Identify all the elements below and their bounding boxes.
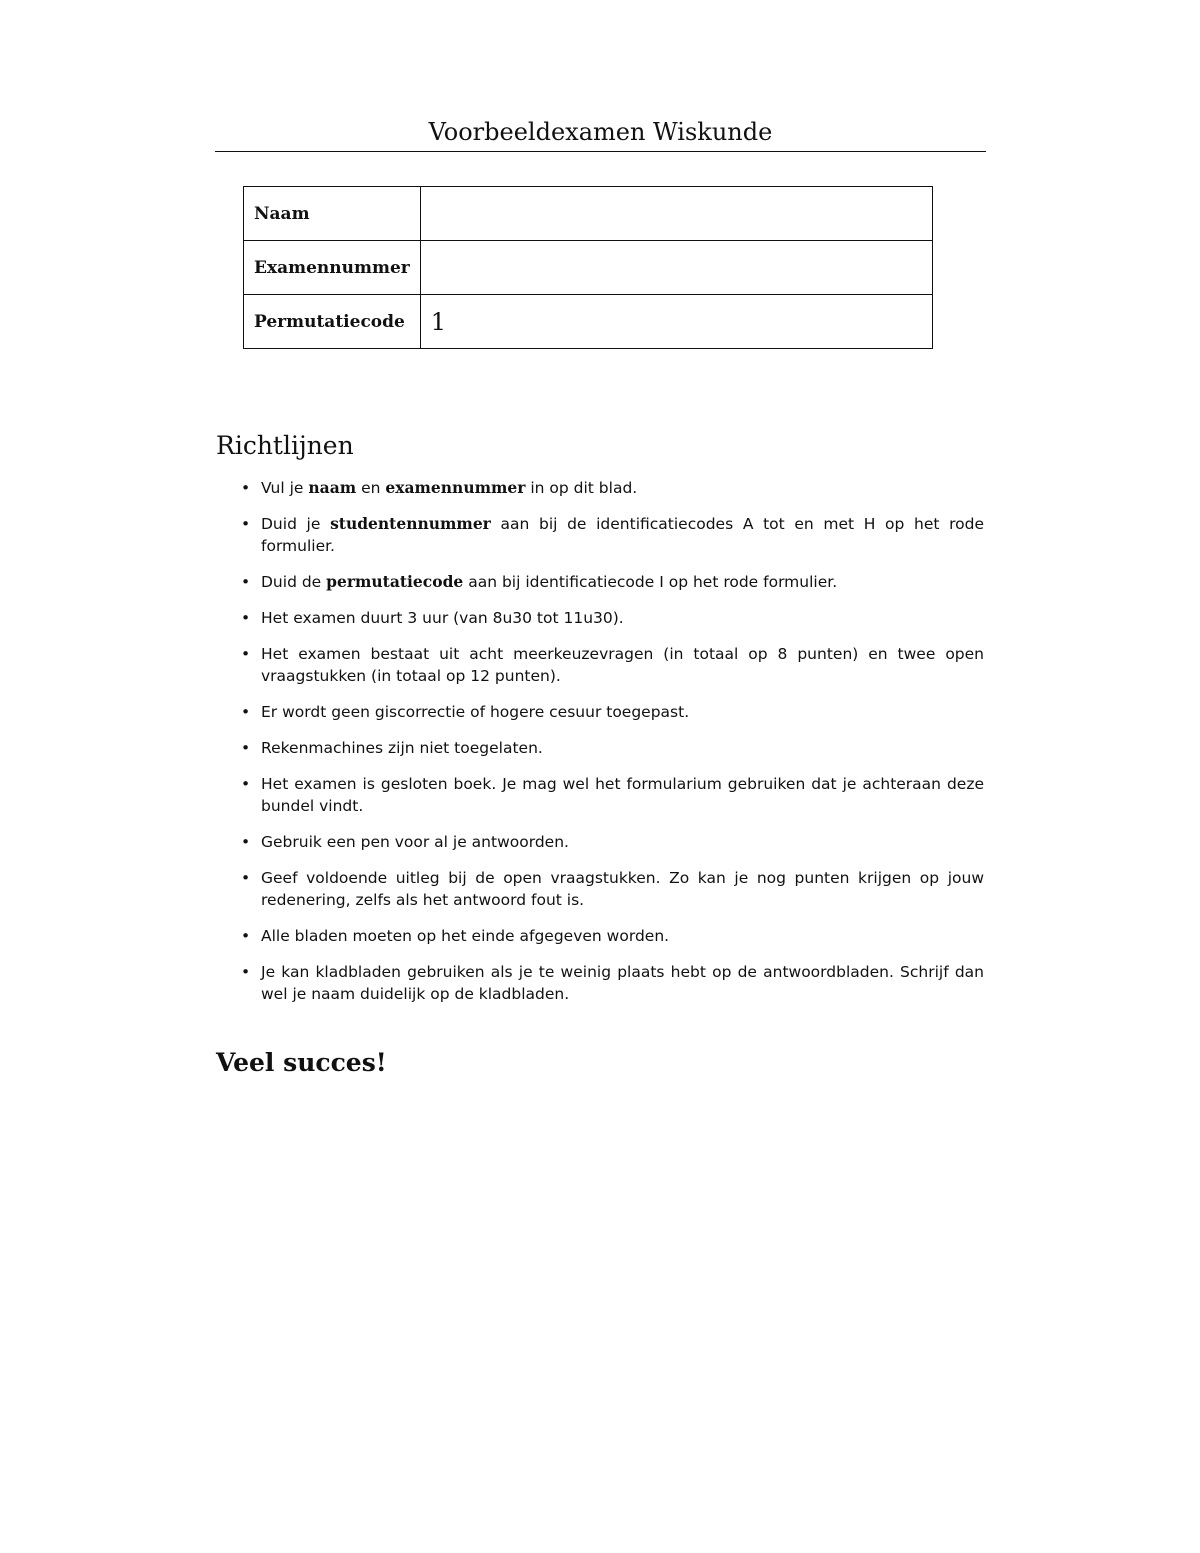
table-row-examennummer [244,241,933,295]
rule-text: aan bij identificatiecode I op het rode formulier. [463,573,838,591]
label-permutatiecode: Permutatiecode [244,295,421,349]
bullet-icon: • [241,515,251,533]
label-naam: Naam [244,187,421,241]
bullet-icon: • [241,869,251,887]
rule-text: Je kan kladbladen gebruiken als je te weinig plaats hebt op de antwoordbladen. Schrijf dan wel je naam duidelijk op de kladbladen. [261,963,984,1003]
naam-field[interactable] [420,187,932,241]
rule-emphasis: naam [308,478,357,497]
bullet-icon: • [241,775,251,793]
list-item [216,643,984,687]
list-item [216,925,984,947]
bullet-icon: • [241,609,251,627]
bullet-icon: • [241,703,251,721]
list-item [216,607,984,629]
rule-text: Vul je [261,479,309,497]
examennummer-field[interactable] [420,241,932,295]
closing-message: Veel succes! [216,1048,387,1077]
rule-text: Er wordt geen giscorrectie of hogere cesuur toegepast. [261,703,690,721]
section-title-richtlijnen: Richtlijnen [216,431,354,460]
bullet-icon: • [241,833,251,851]
guidelines-list [216,477,984,1019]
bullet-icon: • [241,645,251,663]
list-item [216,701,984,723]
page-header-title: Voorbeeldexamen Wiskunde [428,118,773,146]
rule-text: Het examen is gesloten boek. Je mag wel het formularium gebruiken dat je achteraan deze bundel vindt. [261,775,984,815]
rule-text: aan bij de identificatiecodes A tot en met H op het rode formulier. [261,515,985,555]
rule-text: en [356,479,386,497]
bullet-icon: • [241,573,251,591]
list-item [216,867,984,911]
rule-text: Alle bladen moeten op het einde afgegeven worden. [261,927,670,945]
list-item [216,571,984,593]
rule-emphasis: studentennummer [330,514,491,533]
list-item [216,831,984,853]
list-item [216,773,984,817]
bullet-icon: • [241,739,251,757]
table-row-naam [244,187,933,241]
list-item [216,477,984,499]
rule-text: in op dit blad. [525,479,638,497]
rule-emphasis: permutatiecode [326,572,464,591]
bullet-icon: • [241,927,251,945]
table-row-permutatiecode [244,295,933,349]
bullet-icon: • [241,479,251,497]
student-info-table [243,186,933,349]
list-item [216,961,984,1005]
permutatiecode-value: 1 [420,295,932,349]
list-item [216,737,984,759]
label-examennummer: Examennummer [244,241,421,295]
header-divider [215,151,986,152]
rule-text: Duid je [261,515,331,533]
rule-text: Het examen bestaat uit acht meerkeuzevragen (in totaal op 8 punten) en twee open vraagstukken (in totaal op 12 punten). [261,645,984,685]
rule-emphasis: examennummer [385,478,526,497]
bullet-icon: • [241,963,251,981]
rule-text: Geef voldoende uitleg bij de open vraagstukken. Zo kan je nog punten krijgen op jouw redenering, zelfs als het antwoord fout is. [261,869,984,909]
rule-text: Rekenmachines zijn niet toegelaten. [261,739,543,757]
list-item [216,513,984,557]
rule-text: Duid de [261,573,327,591]
rule-text: Het examen duurt 3 uur (van 8u30 tot 11u30). [261,609,624,627]
rule-text: Gebruik een pen voor al je antwoorden. [261,833,569,851]
